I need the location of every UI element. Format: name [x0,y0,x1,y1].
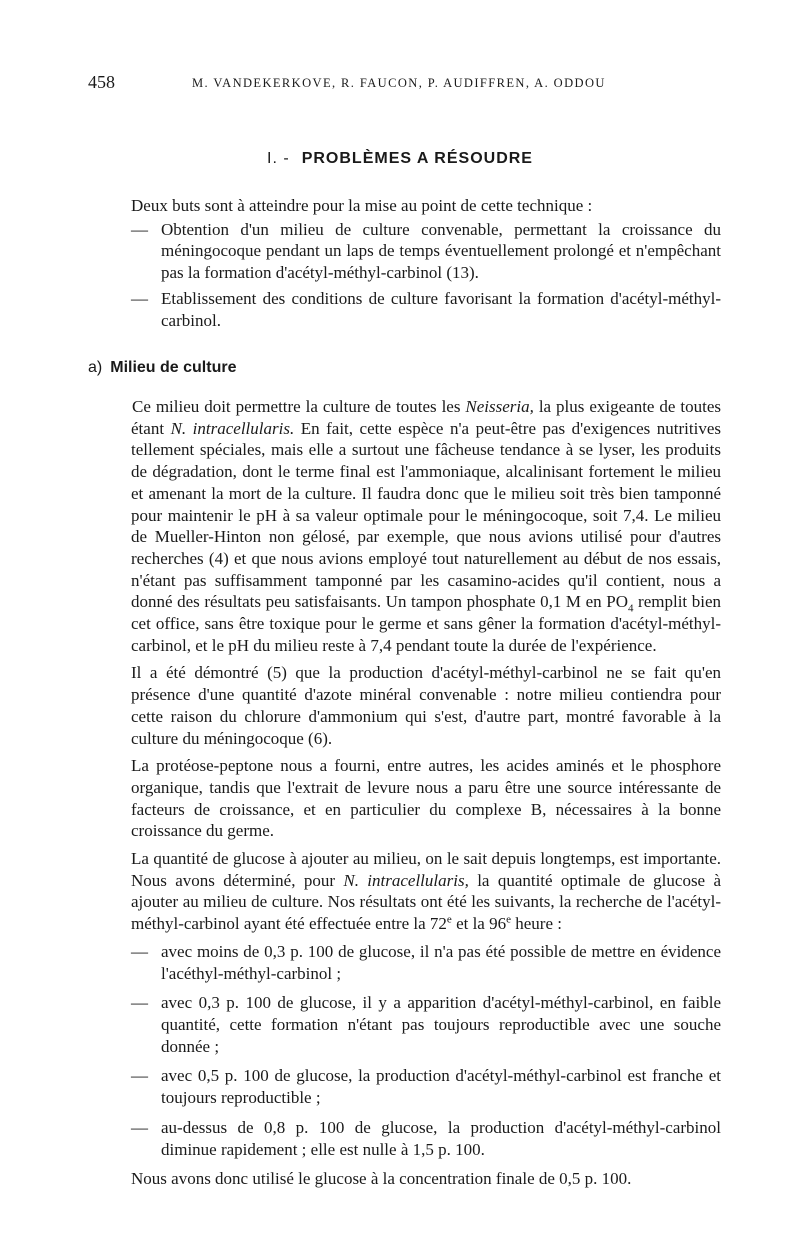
dash-marker: — [131,288,148,308]
text-run: et la 96 [451,914,507,934]
subscript: 4 [627,602,634,615]
result-item [131,941,721,984]
text-run: La quantité de glucose à ajouter au milieu, on le sait depuis longtemps, est importante. Nous avons déterminé, pour [131,849,721,890]
superscript: e [506,913,511,926]
text-run: En fait, cette espèce n'a peut-être pas d'exigences nutritives tellement spéciales, mais elle a surtout une fâcheuse tendance à se lyser, les produits de dégradation, dont le terme final est l'ammoniaque, alcalinisant fortement le milieu et amenant la mort de la culture. Il faudra donc que le milieu soit très bien tamponné pour maintenir le pH à sa valeur optimale pour le méningocoque, soit 7,4. Le milieu de Mueller-Hinton non gélosé, par exemple, que nous avions utilisé pour d'autres recherches (4) et que nous avions employé tout naturellement au début de nos essais, n'étant pas suffisamment tamponné par les casamino-acides qu'il contient, nous a donné des résultats peu satisfaisants. Un tampon phosphate 0,1 M en PO [131,418,721,612]
section-number: I. - [267,150,290,167]
dash-marker: — [131,1066,148,1086]
text-run: la quantité optimale de glucose à ajouter au milieu de culture. Nos résultats ont été les suivants, la recherche de l'acétyl-méthyl-carbinol ayant été effectuée entre la 72 [131,870,721,934]
intro-item [131,219,721,284]
text-run: heure : [511,914,562,934]
paragraph-2: Il a été démontré (5) que la production d'acétyl-méthyl-carbinol ne se fait qu'en présence d'une quantité d'azote minéral convenable : notre milieu contiendra pour cette raison du chlorure d'ammonium qui s'est, d'autre part, montré favorable à la culture du méningocoque (6). [131,663,721,748]
dash-marker: — [131,941,148,961]
intro-item [131,288,721,331]
section-title: PROBLÈMES A RÉSOUDRE [301,150,533,167]
section-heading [0,150,800,168]
italic-run: N. intracellularis, [343,870,469,890]
result-item [131,1117,721,1160]
italic-run: N. intracellularis. [170,418,295,438]
text-run: la plus exigeante de toutes étant [131,397,721,438]
dash-marker: — [131,993,148,1013]
result-item [131,1065,721,1108]
main-text [131,396,721,1190]
dash-marker: — [131,1117,148,1137]
dash-marker: — [131,219,148,239]
result-item-text: avec 0,3 p. 100 de glucose, il y a apparition d'acétyl-méthyl-carbinol, en faible quantité, cette formation n'étant pas toujours reproductible avec une souche donnée ; [161,993,721,1056]
paragraph-3: La protéose-peptone nous a fourni, entre autres, les acides aminés et le phosphore organique, tandis que l'extrait de levure nous a paru être une source intéressante de facteurs de croissance, et en particulier du complexe B, nécessaires à la bonne croissance du germe. [131,756,721,841]
intro-item-text: Obtention d'un milieu de culture convenable, permettant la croissance du méningocoque pendant un laps de temps éventuellement prolongé et n'empêchant pas la formation d'acétyl-méthyl-carbinol (13). [161,219,721,283]
result-item-text: avec moins de 0,3 p. 100 de glucose, il n'a pas été possible de mettre en évidence l'acéthyl-méthyl-carbinol ; [161,941,721,983]
result-item-text: avec 0,5 p. 100 de glucose, la production d'acétyl-méthyl-carbinol est franche et toujours reproductible ; [161,1066,721,1108]
superscript: e [446,913,452,926]
intro-block [131,195,721,331]
running-header [88,72,728,94]
intro-item-text: Etablissement des conditions de culture favorisant la formation d'acétyl-méthyl-carbinol. [161,288,721,330]
paragraph-1 [131,396,721,656]
result-item-text: au-dessus de 0,8 p. 100 de glucose, la production d'acétyl-méthyl-carbinol diminue rapidement ; elle est nulle à 1,5 p. 100. [161,1117,721,1159]
subsection-letter: a) [88,359,103,376]
paragraph-5: Nous avons donc utilisé le glucose à la concentration finale de 0,5 p. 100. [131,1169,632,1189]
subsection-heading [88,359,236,377]
italic-run: Neisseria, [465,397,534,416]
intro-lead: Deux buts sont à atteindre pour la mise au point de cette technique : [131,196,593,215]
text-run: Ce milieu doit permettre la culture de toutes les [132,397,466,416]
subsection-title: Milieu de culture [110,359,237,376]
text-run: remplit bien cet office, sans être toxique pour le germe et sans gêner la formation d'acétyl-méthyl-carbinol, et le pH du milieu reste à 7,4 pendant toute la durée de l'expérience. [131,592,721,655]
page-number: 458 [88,72,115,92]
paragraph-4 [131,848,721,935]
result-item [131,992,721,1057]
header-authors: M. VANDEKERKOVE, R. FAUCON, P. AUDIFFREN, A. ODDOU [192,76,606,90]
